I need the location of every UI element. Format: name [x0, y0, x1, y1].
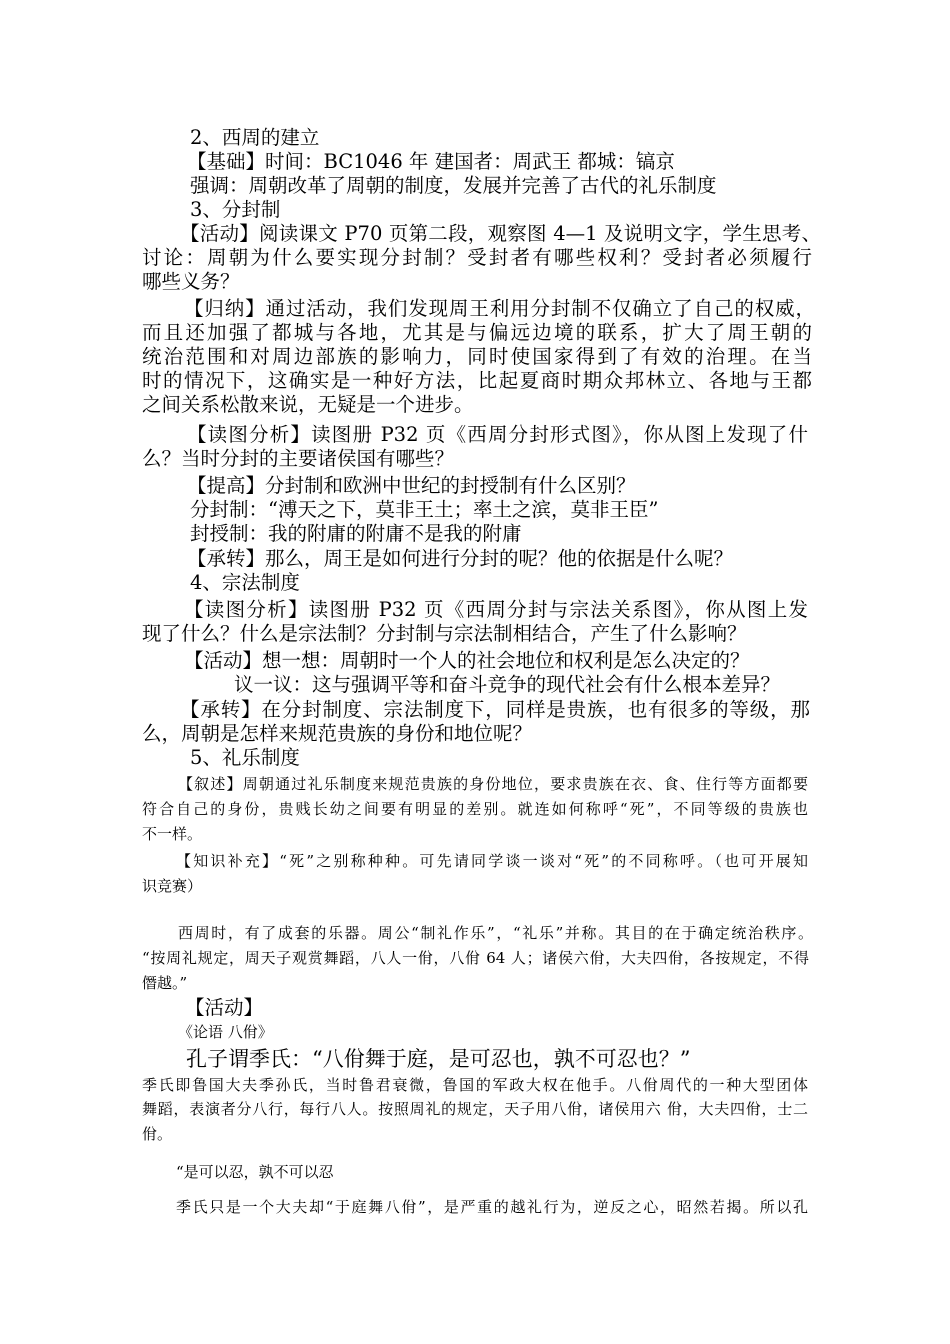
section-5-quote: 孔子谓季氏：“八佾舞于庭，是可忍也，孰不可忍也？”	[186, 1047, 691, 1071]
section-3-activity-line-2: 讨论：周朝为什么要实现分封制？受封者有哪些权利？受封者必须履行	[142, 246, 812, 269]
section-5-source: 《论语 八佾》	[178, 1023, 273, 1041]
section-5-knowledge-line-1: 【知识补充】“死”之别称种种。可先请同学谈一谈对“死”的不同称呼。（也可开展知	[176, 852, 808, 870]
section-3-summary-line-1: 【归纳】通过活动，我们发现周王利用分封制不仅确立了自己的权威，	[184, 297, 815, 320]
section-2-title: 2、西周的建立	[190, 126, 320, 149]
section-2-basis: 【基础】时间：BC1046 年 建国者：周武王 都城：镐京	[187, 150, 675, 173]
section-5-music-line-3: 僭越。”	[142, 974, 188, 992]
section-5-activity: 【活动】	[185, 996, 264, 1019]
section-5-knowledge-line-2: 识竞赛）	[142, 877, 203, 895]
section-4-transition-line-1: 【承转】在分封制度、宗法制度下，同样是贵族，也有很多的等级，那	[180, 698, 810, 721]
section-5-narration-line-3: 不一样。	[142, 825, 203, 843]
section-2-emphasis: 强调：周朝改革了周朝的制度，发展并完善了古代的礼乐制度	[190, 174, 717, 197]
section-5-music-line-2: “按周礼规定，周天子观赏舞蹈，八人一佾，八佾 64 人；诸侯六佾，大夫四佾，各按规定，不得	[142, 949, 809, 967]
section-5-last-line: 季氏只是一个大夫却“于庭舞八佾”，是严重的越礼行为，逆反之心，昭然若揭。所以孔	[176, 1198, 808, 1216]
section-3-activity-line-3: 哪些义务？	[142, 270, 240, 293]
section-3-summary-line-5: 之间关系松散来说，无疑是一个进步。	[142, 393, 474, 416]
section-5-narration-line-1: 【叙述】周朝通过礼乐制度来规范贵族的身份地位，要求贵族在衣、食、住行等方面都要	[178, 775, 808, 793]
section-5-narration-line-2: 符合自己的身份，贵贱长幼之间要有明显的差别。就连如何称呼“死”，不同等级的贵族也	[142, 800, 808, 818]
section-3-title: 3、分封制	[190, 198, 281, 221]
section-3-transition: 【承转】那么，周王是如何进行分封的呢？他的依据是什么呢？	[187, 547, 734, 570]
section-3-map-line-2: 么？当时分封的主要诸侯国有哪些？	[142, 447, 455, 470]
section-4-transition-line-2: 么，周朝是怎样来规范贵族的身份和地位呢？	[142, 722, 533, 745]
section-4-map-line-1: 【读图分析】读图册 P32 页《西周分封与宗法关系图》，你从图上发	[184, 598, 808, 621]
section-4-discuss: 议一议：这与强调平等和奋斗竞争的现代社会有什么根本差异？	[234, 673, 781, 696]
section-3-map-line-1: 【读图分析】读图册 P32 页《西周分封形式图》，你从图上发现了什	[187, 423, 808, 446]
section-4-map-line-2: 现了什么？什么是宗法制？分封制与宗法制相结合，产生了什么影响？	[142, 622, 747, 645]
section-5-title: 5、礼乐制度	[190, 746, 300, 769]
section-5-explain-line-1: 季氏即鲁国大夫季孙氏，当时鲁君衰微，鲁国的军政大权在他手。八佾周代的一种大型团体	[142, 1076, 808, 1094]
section-4-activity: 【活动】想一想：周朝时一个人的社会地位和权利是怎么决定的？	[184, 649, 750, 672]
section-3-summary-line-3: 统治范围和对周边部族的影响力，同时使国家得到了有效的治理。在当	[142, 345, 812, 368]
section-5-explain-line-3: 佾。	[142, 1125, 173, 1143]
section-3-activity-line-1: 【活动】阅读课文 P70 页第二段，观察图 4—1 及说明文字，学生思考、	[180, 222, 821, 245]
section-3-fenfeng: 分封制：“溥天之下，莫非王土；率土之滨，莫非王臣”	[190, 498, 659, 521]
section-3-summary-line-4: 时的情况下，这确实是一种好方法，比起夏商时期众邦林立、各地与王都	[142, 369, 812, 392]
section-3-improve: 【提高】分封制和欧洲中世纪的封授制有什么区别？	[187, 474, 636, 497]
section-5-quote-2: “是可以忍，孰不可以忍	[176, 1163, 334, 1181]
section-3-summary-line-2: 而且还加强了都城与各地，尤其是与偏远边境的联系，扩大了周王朝的	[142, 321, 812, 344]
section-4-title: 4、宗法制度	[190, 571, 300, 594]
section-5-music-line-1: 西周时，有了成套的乐器。周公“制礼作乐”，“礼乐”并称。其目的在于确定统治秩序。	[178, 924, 813, 942]
section-5-explain-line-2: 舞蹈，表演者分八行，每行八人。按照周礼的规定，天子用八佾，诸侯用六 佾，大夫四佾，士二	[142, 1100, 808, 1118]
section-3-fengshou: 封授制：我的附庸的附庸不是我的附庸	[190, 522, 522, 545]
